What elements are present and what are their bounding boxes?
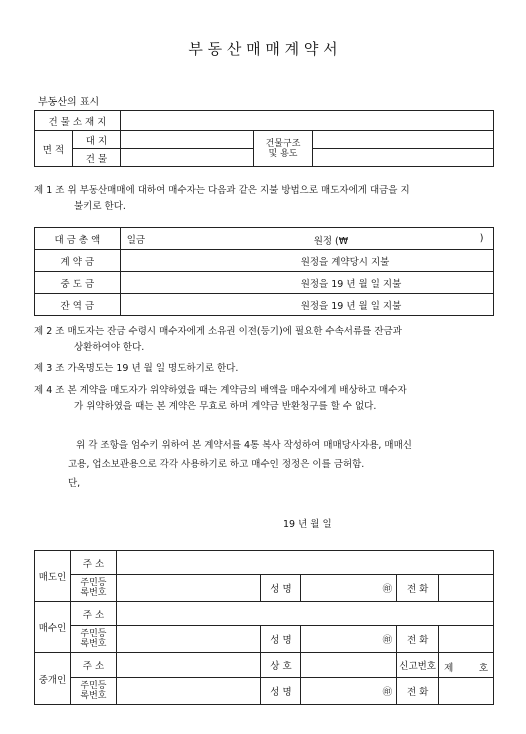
payment-row-label: 잔 역 금 xyxy=(35,294,121,316)
area-label: 면 적 xyxy=(35,131,73,167)
seller-address-field[interactable] xyxy=(116,551,493,575)
report-je: 제 xyxy=(444,663,454,674)
buyer-phone-field[interactable] xyxy=(439,626,494,653)
buyer-address-field[interactable] xyxy=(116,602,493,626)
clause-2-line1: 제 2 조 매도자는 잔금 수령시 매수자에게 소유권 이전(등기)에 필요한 수속서류를 잔금과 xyxy=(34,326,402,337)
report-no-field[interactable] xyxy=(439,653,494,678)
parties-table xyxy=(34,550,494,705)
total-label: 대 금 총 액 xyxy=(35,228,121,250)
clause-3: 제 3 조 가옥명도는 19 년 월 일 명도하기로 한다. xyxy=(34,363,239,374)
payment-row xyxy=(35,250,494,272)
clause-1-line1: 제 1 조 위 부동산매매에 대하여 매수자는 다음과 같은 지불 방법으로 매도자에게 대금을 지 xyxy=(34,185,410,196)
closing-line2: 고용, 업소보관용으로 각각 사용하기로 하고 매수인 정정은 이를 금허함. xyxy=(68,459,365,470)
seal-mark: ㊞ xyxy=(379,575,397,602)
id-label xyxy=(70,626,116,653)
structure-label-line2: 및 용도 xyxy=(268,148,298,159)
payment-table xyxy=(34,227,494,316)
id-label xyxy=(70,678,116,705)
property-table xyxy=(34,110,494,167)
payment-row-label: 중 도 금 xyxy=(35,272,121,294)
clause-1-line2: 불키로 한다. xyxy=(74,201,126,212)
id-label-line1: 주민등 xyxy=(80,578,107,588)
payment-row-text[interactable]: 원정을 19 년 월 일 지불 xyxy=(120,272,493,294)
broker-id-field[interactable] xyxy=(116,678,261,705)
date-line: 19 년 월 일 xyxy=(283,519,332,530)
payment-row-text[interactable]: 원정을 19 년 월 일 지불 xyxy=(120,294,493,316)
address-label: 주 소 xyxy=(70,551,116,575)
structure-field-1[interactable] xyxy=(313,131,494,149)
structure-label-line1: 건물구조 xyxy=(265,138,301,149)
id-label xyxy=(70,575,116,602)
broker-label: 중개인 xyxy=(35,653,71,705)
seller-label: 매도인 xyxy=(35,551,71,602)
building-label: 건 물 xyxy=(72,149,120,167)
phone-label: 전 화 xyxy=(397,678,439,705)
document-title: 부 동 산 매 매 계 약 서 xyxy=(188,40,338,58)
land-label: 대 지 xyxy=(72,131,120,149)
seller-name-field[interactable] xyxy=(301,575,379,602)
clause-4 xyxy=(34,383,494,415)
clause-1 xyxy=(34,183,494,215)
seal-mark: ㊞ xyxy=(379,678,397,705)
id-label-line2: 록번호 xyxy=(80,639,107,649)
total-close: ) xyxy=(479,233,484,244)
id-label-line1: 주민등 xyxy=(80,629,107,639)
payment-row xyxy=(35,294,494,316)
buyer-name-field[interactable] xyxy=(301,626,379,653)
report-ho: 호 xyxy=(478,663,488,674)
broker-name-field[interactable] xyxy=(301,678,379,705)
broker-phone-field[interactable] xyxy=(439,678,494,705)
property-section-label: 부동산의 표시 xyxy=(38,97,100,108)
closing-line1: 위 각 조항을 엄수키 위하여 본 계약서를 4통 복사 작성하여 매매당사자용, 매매신 xyxy=(76,440,412,451)
location-label: 건 물 소 재 지 xyxy=(35,111,121,131)
buyer-label: 매수인 xyxy=(35,602,71,653)
structure-label xyxy=(253,131,313,167)
structure-field-2[interactable] xyxy=(313,149,494,167)
clause-4-line2: 가 위약하였을 때는 본 계약은 무효로 하며 계약금 반환청구를 할 수 없다. xyxy=(74,401,377,412)
id-label-line1: 주민등 xyxy=(80,681,107,691)
broker-address-field[interactable] xyxy=(116,653,261,678)
report-no-label: 신고번호 xyxy=(397,653,439,678)
clause-2 xyxy=(34,324,494,356)
id-label-line2: 록번호 xyxy=(80,588,107,598)
building-field[interactable] xyxy=(120,149,253,167)
total-won: 원정 (₩ xyxy=(313,236,349,247)
seal-mark: ㊞ xyxy=(379,626,397,653)
seller-phone-field[interactable] xyxy=(439,575,494,602)
trade-name-label: 상 호 xyxy=(261,653,301,678)
seller-id-field[interactable] xyxy=(116,575,261,602)
clause-4-line1: 제 4 조 본 계약을 매도자가 위약하였을 때는 계약금의 배액을 매수자에게 배상하고 매수자 xyxy=(34,385,407,396)
phone-label: 전 화 xyxy=(397,626,439,653)
closing-paragraph xyxy=(68,436,498,493)
land-field[interactable] xyxy=(120,131,253,149)
closing-line3: 단, xyxy=(68,478,81,489)
name-label: 성 명 xyxy=(261,678,301,705)
name-label: 성 명 xyxy=(261,575,301,602)
phone-label: 전 화 xyxy=(397,575,439,602)
name-label: 성 명 xyxy=(261,626,301,653)
broker-trade-name-field[interactable] xyxy=(301,653,397,678)
buyer-id-field[interactable] xyxy=(116,626,261,653)
address-label: 주 소 xyxy=(70,602,116,626)
location-field[interactable] xyxy=(120,111,493,131)
payment-row-label: 계 약 금 xyxy=(35,250,121,272)
payment-row-total xyxy=(35,228,494,250)
address-label: 주 소 xyxy=(70,653,116,678)
payment-row-text[interactable]: 원정을 계약당시 지불 xyxy=(120,250,493,272)
clause-2-line2: 상환하여야 한다. xyxy=(74,342,145,353)
total-ilgeum: 일금 xyxy=(126,234,146,246)
payment-row xyxy=(35,272,494,294)
id-label-line2: 록번호 xyxy=(80,691,107,701)
total-field[interactable] xyxy=(120,228,493,250)
